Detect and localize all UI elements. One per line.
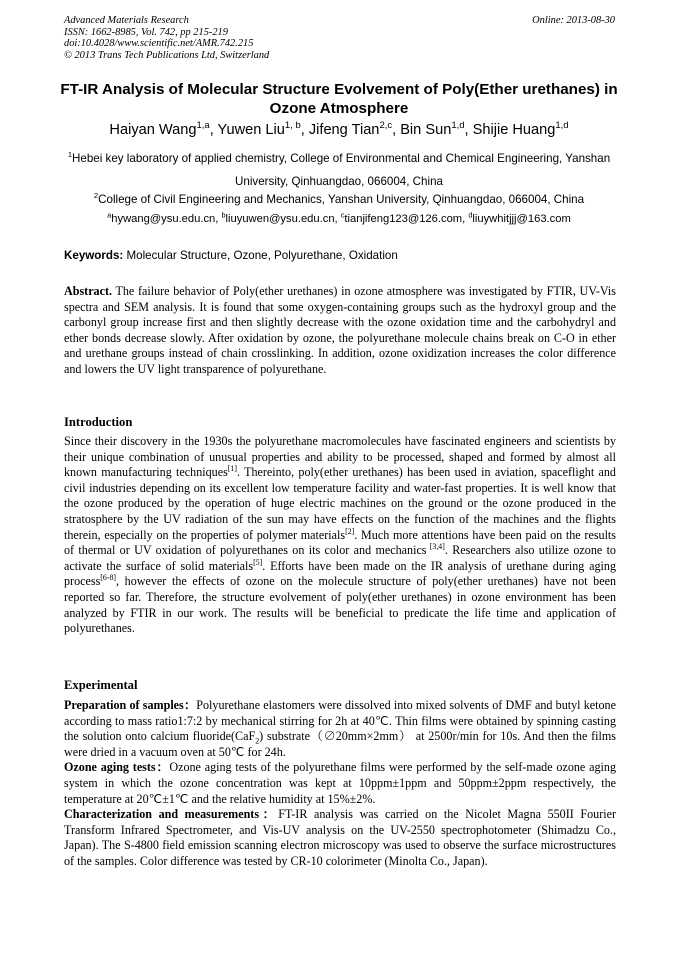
copyright-line: © 2013 Trans Tech Publications Ltd, Switzerland — [64, 49, 270, 61]
online-date: Online: 2013-08-30 — [532, 15, 615, 26]
preparation-paragraph: Preparation of samples：Polyurethane elastomers were dissolved into mixed solvents of DMF and butyl ketone according to mass ratio1:7:2 by mechanical stirring for 2h at 40℃. Thin films were obtained by spinning casting the solution onto calcium fluoride(CaF$_2$) substrate（∅20mm×2mm） at 2500r/min for 10s. And then the films were dried in a vacuum oven at 50℃ for 24h. — [64, 698, 616, 759]
author: Bin Sun$^{1,d}$, — [400, 120, 473, 138]
email-list: $^a$hywang@ysu.edu.cn, $^b$liuyuwen@ysu.edu.cn, $^c$tianjifeng123@126.com, $^d$liuywhitjjj@163.com — [107, 210, 571, 225]
abstract-label: Abstract. — [64, 284, 113, 298]
characterization-paragraph: Characterization and measurements：FT-IR analysis was carried on the Nicolet Magna 550II Fourier Transform Infrared Spectrometer, and Vis-UV analysis on the UV-2550 spectrophotometer (Shimadzu Co., Japan). The S-4800 field emission scanning electron microscopy was used to observe the surface microstructures of the samples. Color difference was tested by CR-10 colorimeter (Minolta Co., Japan). — [64, 807, 616, 868]
email[interactable]: $^a$hywang@ysu.edu.cn — [107, 210, 216, 225]
ozone-aging-label: Ozone aging tests — [64, 760, 156, 775]
introduction-heading: Introduction — [64, 415, 133, 429]
email[interactable]: $^b$liuyuwen@ysu.edu.cn — [221, 210, 335, 225]
email[interactable]: $^d$liuywhitjjj@163.com — [468, 210, 571, 225]
affiliation-2: $^2$College of Civil Engineering and Mechanics, Yanshan University, Qinhuangdao, 066004, China — [93, 191, 585, 206]
affiliation-1: $^1$Hebei key laboratory of applied chemistry, College of Environmental and Chemical Engineering, Yanshan University, Qinhuangdao, 066004, China — [67, 150, 611, 188]
journal-header — [64, 15, 269, 61]
introduction-text: Since their discovery in the 1930s the polyurethane macromolecules have fascinated engineers and scientists by their unique combination of unusual properties and ability to be processed, shaped and formed by almost all known manufacturing techniques[1]. Thereinto, poly(ether urethanes) has been used in aviation, spaceflight and civil industries depending on its excellent low temperature facility and water-fast properties. It is well know that the ozone produced by the operation of huge electric machines on the ground or the ozone produced in the stratosphere by the UV radiation of the sun may have effects on the function of the machines and the flights therein, especially on the properties of polymer materials[2]. Much more attentions have been paid on the results of thermal or UV oxidation of polyurethanes on its color and mechanics [3,4]. Researchers also utilize ozone to activate the surface of solid materials[5]. Efforts have been made on the IR analysis of urethane during aging process[6-8], however the effects of ozone on the molecule structure of poly(ether urethanes) have not been reported so far. Therefore, the structure evolvement of poly(ether urethanes) in ozone environment has been analyzed by FTIR in our work. The results will be beneficial to predicate the life time and application of polyurethanes. — [64, 434, 616, 636]
author: Shijie Huang$^{1,d}$ — [472, 120, 569, 138]
citation[interactable]: [2] — [345, 526, 355, 536]
preparation-label: Preparation of samples — [64, 698, 184, 712]
abstract-text: The failure behavior of Poly(ether urethanes) in ozone atmosphere was investigated by FTIR, UV-Vis spectra and SEM analysis. It is found that some oxygen-containing groups such as the hydroxyl group and the carbonyl group increase first and then slightly decrease with the ozone oxidation time and the carbohydryl and ether bonds decrease slowly. After oxidation by ozone, the polyurethane molecule chains break on C-O in ether and urethane groups instead of chain crosslinking. In addition, ozone oxidization increases the color difference and lowers the UV light transparence of polyurethane. — [64, 284, 616, 376]
citation[interactable]: [6-8] — [100, 573, 116, 583]
author: Yuwen Liu$^{1, b}$, — [217, 120, 309, 138]
experimental-heading: Experimental — [64, 678, 138, 692]
author: Jifeng Tian$^{2,c}$, — [308, 120, 401, 138]
citation[interactable]: [1] — [227, 464, 237, 474]
characterization-label: Characterization and measurements — [64, 807, 260, 822]
abstract — [64, 284, 616, 378]
paper-title: FT-IR Analysis of Molecular Structure Evolvement of Poly(Ether urethanes) in Ozone Atmosphere — [60, 81, 618, 117]
keywords-label: Keywords: — [64, 249, 124, 262]
doi-line[interactable]: doi:10.4028/www.scientific.net/AMR.742.215 — [64, 38, 254, 50]
ozone-aging-paragraph: Ozone aging tests：Ozone aging tests of the polyurethane films were performed by the self-made ozone aging system in which the ozone concentration was kept at 10ppm±1ppm and 50ppm±2ppm respectively, the temperature at 20℃±1℃ and the relative humidity at 15%±2%. — [64, 760, 616, 806]
experimental-text — [64, 698, 616, 870]
journal-name: Advanced Materials Research — [64, 15, 189, 26]
citation[interactable]: [3,4] — [426, 542, 445, 552]
author-list — [40, 121, 638, 139]
keywords — [64, 248, 616, 264]
keywords-text: Molecular Structure, Ozone, Polyurethane, Oxidation — [123, 249, 398, 262]
issn-line: ISSN: 1662-8985, Vol. 742, pp 215-219 — [64, 26, 228, 38]
citation[interactable]: [5] — [253, 557, 263, 567]
email[interactable]: $^c$tianjifeng123@126.com — [340, 210, 463, 225]
author: Haiyan Wang$^{1,a}$, — [109, 120, 218, 138]
